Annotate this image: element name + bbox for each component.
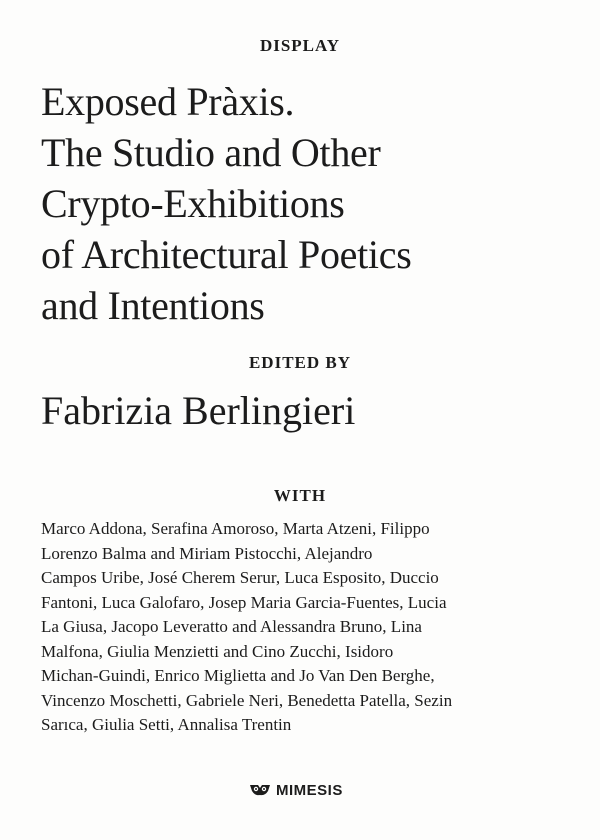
title-line: Crypto-Exhibitions: [41, 181, 345, 226]
publisher-logo: [249, 779, 343, 801]
contributors-line: Campos Uribe, José Cherem Serur, Luca Esposito, Duccio: [41, 568, 439, 587]
contributors-line: La Giusa, Jacopo Leveratto and Alessandra Bruno, Lina: [41, 617, 422, 636]
contributors-line: Marco Addona, Serafina Amoroso, Marta Atzeni, Filippo: [41, 519, 430, 538]
contributors-line: Malfona, Giulia Menzietti and Cino Zucchi, Isidoro: [41, 641, 394, 661]
contributors-list: [41, 517, 561, 738]
mimesis-owl-logo-icon: [249, 783, 271, 797]
contributors-line: Lorenzo Balma and Miriam Pistocchi, Alejandro: [41, 543, 373, 563]
with-label: WITH: [273, 486, 327, 505]
contributors-line: Michan-Guindi, Enrico Miglietta and Jo Van Den Berghe,: [41, 666, 435, 685]
contributors-line: Vincenzo Moschetti, Gabriele Neri, Benedetta Patella, Sezin: [41, 690, 453, 710]
book-title: [41, 76, 581, 331]
title-line: The Studio and Other: [41, 130, 381, 175]
publisher-name: MIMESIS: [276, 781, 343, 799]
series-label: DISPLAY: [259, 36, 341, 55]
contributors-line: Sarıca, Giulia Setti, Annalisa Trentin: [41, 715, 292, 734]
title-line: Exposed Pràxis.: [41, 79, 295, 124]
title-line: of Architectural Poetics: [41, 232, 412, 277]
title-line: and Intentions: [41, 283, 265, 328]
editor-name: Fabrizia Berlingieri: [41, 388, 356, 433]
edited-by-label: EDITED BY: [248, 353, 352, 372]
contributors-line: Fantoni, Luca Galofaro, Josep Maria Garcia-Fuentes, Lucia: [41, 592, 447, 612]
